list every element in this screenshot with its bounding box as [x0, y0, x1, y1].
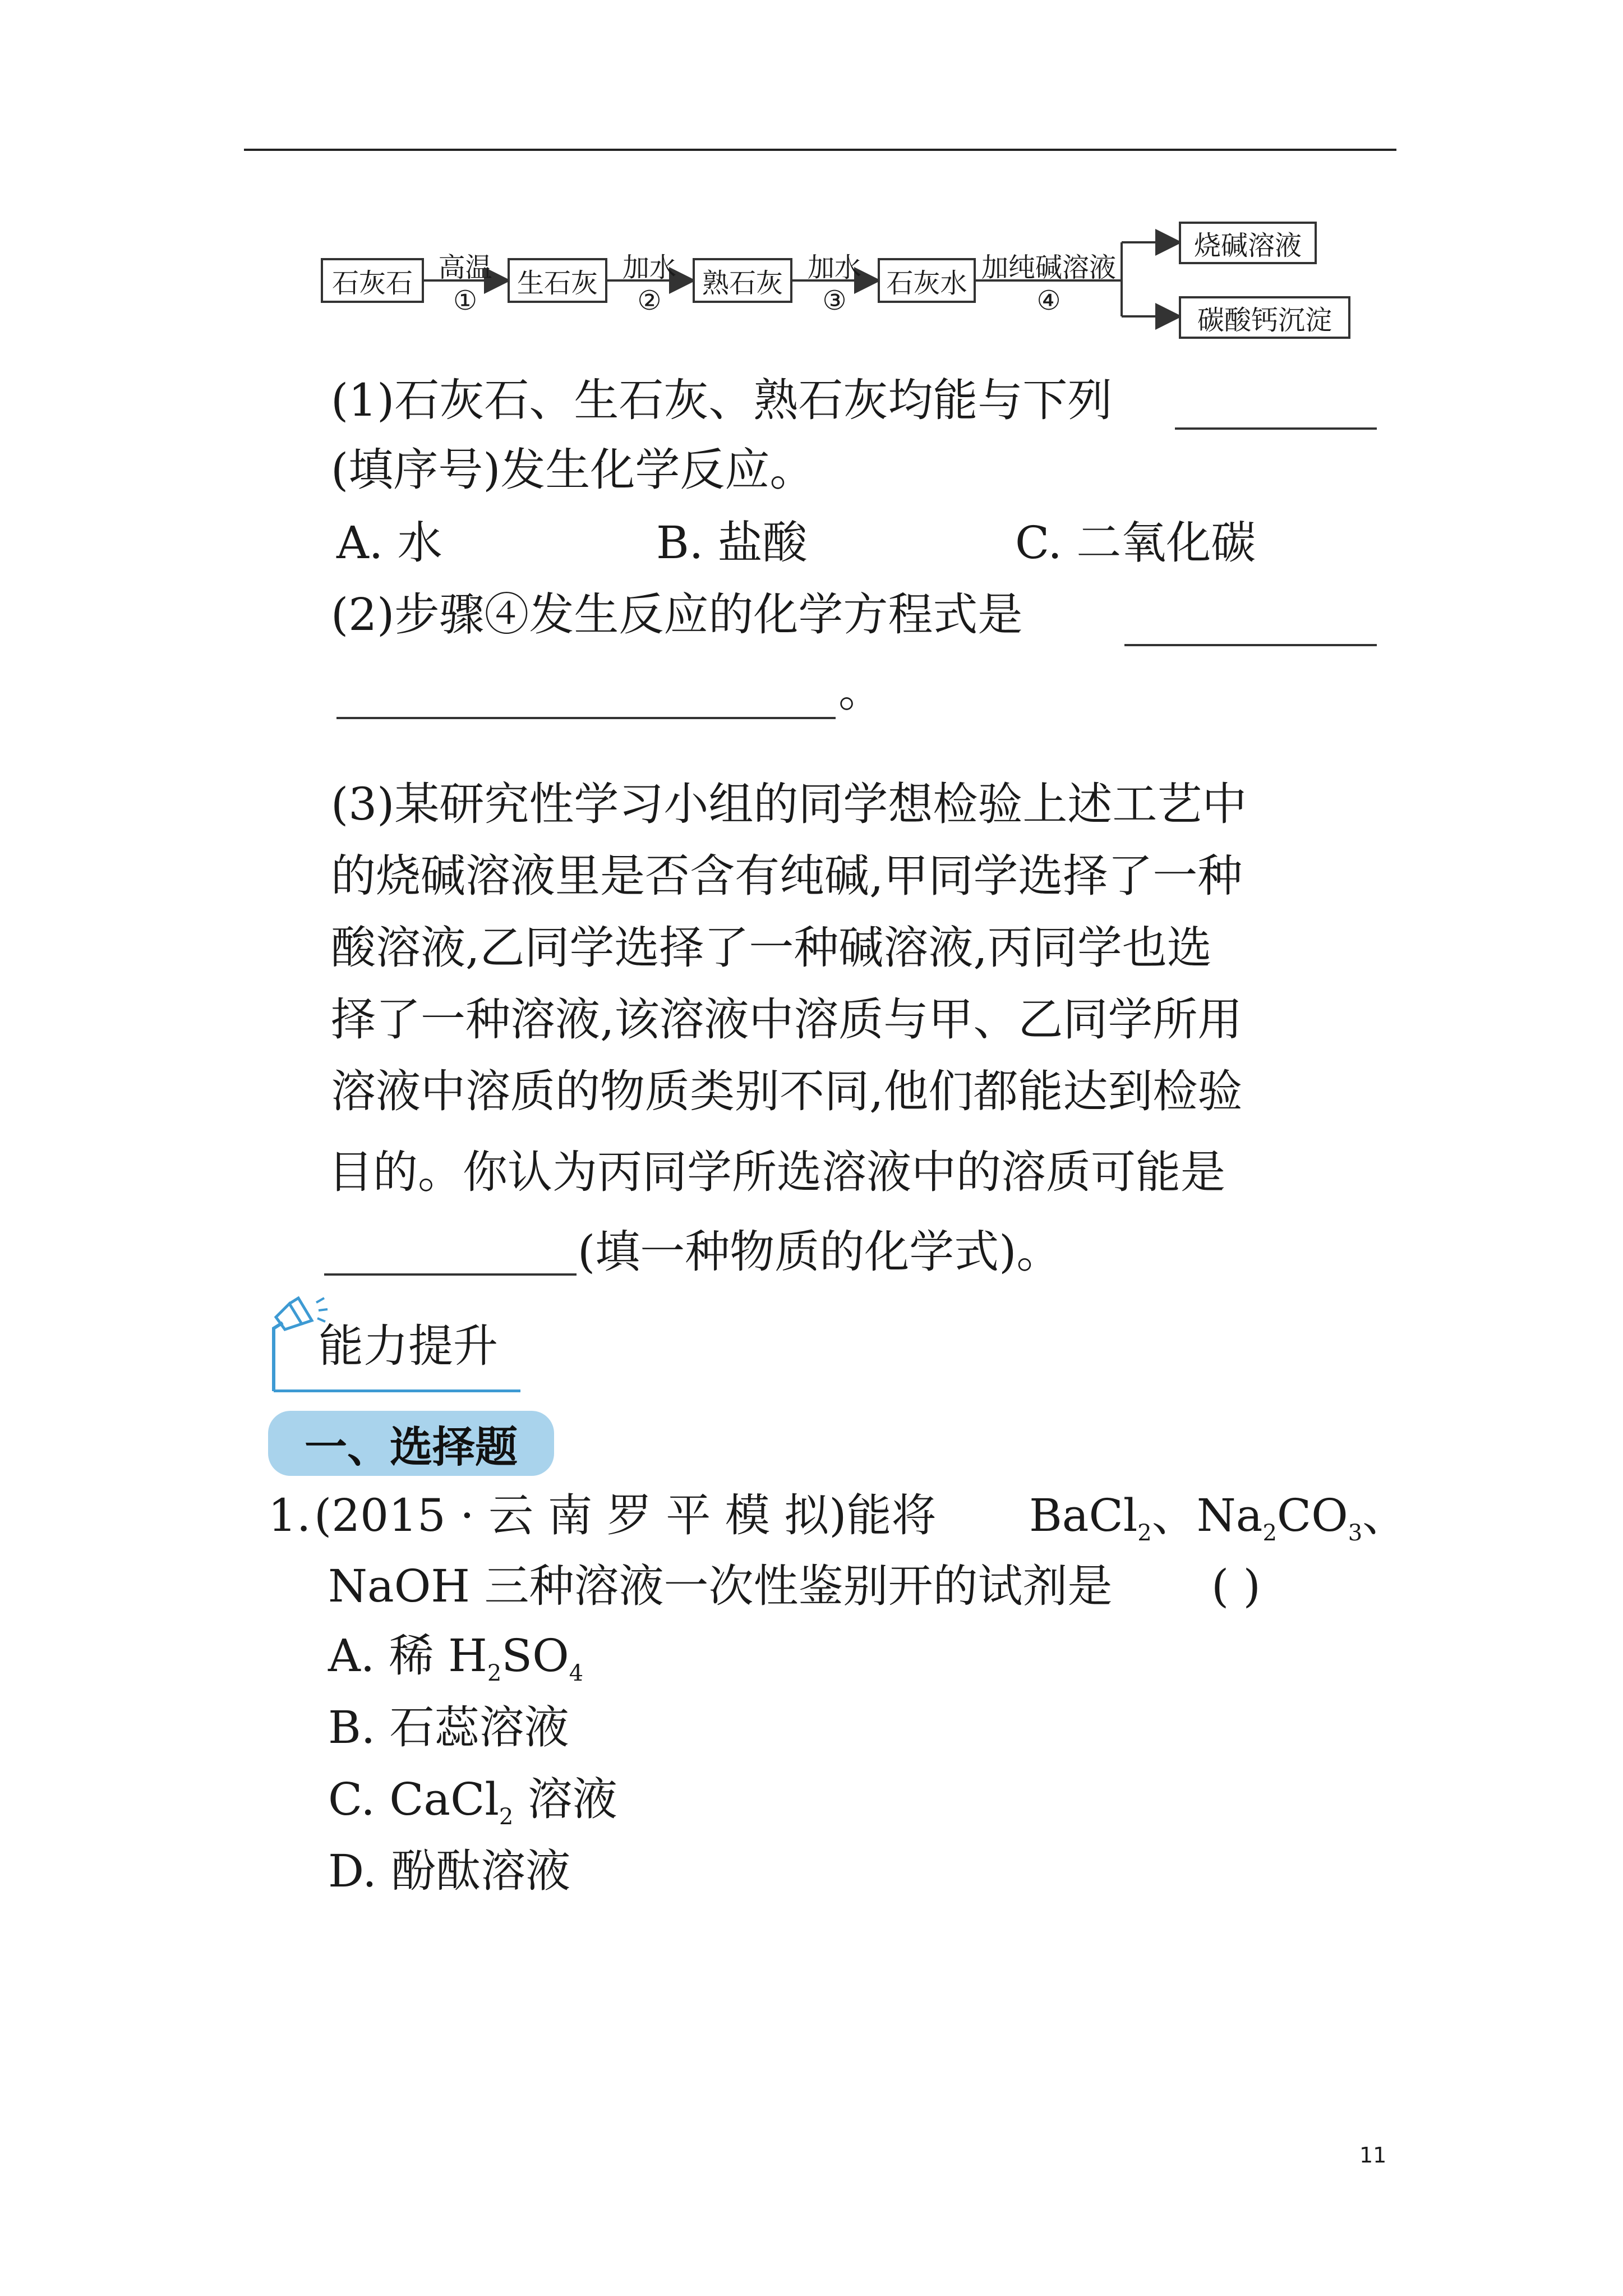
q3-line2: 的烧碱溶液里是否含有纯碱,甲同学选择了一种 [331, 850, 1243, 902]
part-title: 一、选择题 [268, 1411, 554, 1476]
option-a-label: A. 稀 [328, 1630, 449, 1682]
page-number: 11 [1359, 2143, 1387, 2168]
q3-line6: 目的。你认为丙同学所选溶液中的溶质可能是 [328, 1146, 1225, 1198]
node-caustic-soda: 烧碱溶液 [1179, 222, 1317, 264]
node-limewater: 石灰水 [878, 258, 976, 303]
mc1-source: (2015 · 云 南 罗 平 模 拟)能将 [314, 1489, 937, 1542]
q3-line4: 择了一种溶液,该溶液中溶质与甲、乙同学所用 [331, 993, 1243, 1046]
node-limestone: 石灰石 [321, 258, 424, 303]
mc1-line2: NaOH 三种溶液一次性鉴别开的试剂是 [328, 1560, 1113, 1612]
mc1-option-c[interactable]: C. CaCl$_2$ 溶液 [328, 1773, 617, 1830]
arrow-2-step: ② [637, 285, 662, 316]
mc1-option-a[interactable]: A. 稀 $H_2SO_4$ [328, 1630, 584, 1686]
arrow-2-label: 加水 [622, 252, 676, 283]
q1-line2: (填序号)发生化学反应。 [331, 444, 815, 496]
mc1-answer-paren[interactable]: ( ) [1211, 1560, 1261, 1612]
mc1-option-d[interactable]: D. 酚酞溶液 [328, 1845, 571, 1897]
q3-tail: (填一种物质的化学式)。 [578, 1226, 1062, 1278]
q1-answer-blank[interactable] [1175, 427, 1377, 430]
q3-line5: 溶液中溶质的物质类别不同,他们都能达到检验 [331, 1065, 1243, 1117]
node-quicklime: 生石灰 [508, 258, 607, 303]
q2-line1: (2)步骤④发生反应的化学方程式是 [331, 588, 1023, 641]
arrow-3-step: ③ [822, 285, 847, 316]
arrow-1-step: ① [453, 285, 478, 316]
arrow-3-label: 加水 [807, 252, 861, 283]
mc1-option-b[interactable]: B. 石蕊溶液 [328, 1701, 569, 1754]
mc1-reagents: BaCl$_2$、$Na_2CO_3$、 [1029, 1489, 1408, 1546]
header-rule [244, 149, 1396, 151]
mc1-number: 1. [268, 1489, 311, 1542]
process-flow-diagram [314, 224, 1357, 353]
q2-answer-blank-2[interactable] [336, 717, 836, 719]
q1-option-b: B. 盐酸 [656, 517, 808, 569]
option-c-suffix: 溶液 [513, 1773, 617, 1825]
node-slaked-lime: 熟石灰 [693, 258, 792, 303]
q2-answer-blank-1[interactable] [1124, 644, 1377, 646]
q1-option-c: C. 二氧化碳 [1015, 517, 1256, 569]
arrow-4-label: 加纯碱溶液 [981, 252, 1116, 283]
q1-line1: (1)石灰石、生石灰、熟石灰均能与下列 [331, 374, 1113, 426]
q1-option-a: A. 水 [336, 517, 442, 569]
q2-period: 。 [838, 665, 883, 717]
arrow-4-step: ④ [1036, 285, 1061, 316]
q3-line3: 酸溶液,乙同学选择了一种碱溶液,丙同学也选 [331, 922, 1212, 974]
q3-answer-blank[interactable] [324, 1273, 577, 1276]
node-calcium-carbonate: 碳酸钙沉淀 [1179, 296, 1350, 339]
arrow-1-label: 高温 [438, 252, 492, 283]
q3-line1: (3)某研究性学习小组的同学想检验上述工艺中 [331, 778, 1247, 830]
section-title: 能力提升 [319, 1320, 498, 1372]
option-c-label: C. [328, 1773, 390, 1825]
